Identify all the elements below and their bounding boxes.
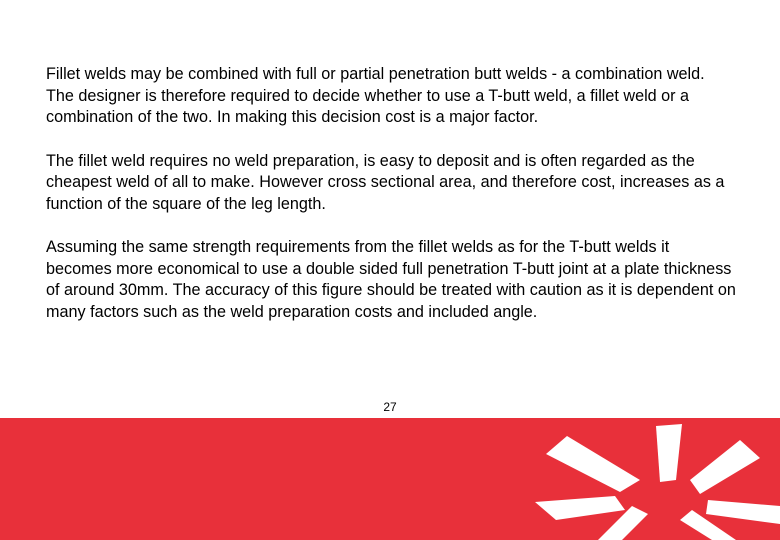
paragraph-t-butt-economics: Assuming the same strength requirements from the fillet welds as for the T-butt welds it becomes more economical to use a double sided full penetration T-butt joint at a plate thickness of around 30mm. The accuracy of this figure should be treated with caution as it is dependent on many factors such as the weld preparation costs and included angle.: [46, 238, 736, 321]
page-number: 27: [383, 400, 397, 414]
footer-band: [0, 418, 780, 540]
paragraph-combination-weld: Fillet welds may be combined with full or partial penetration butt welds - a combination weld. The designer is therefore required to decide whether to use a T-butt weld, a fillet weld or a combination of the two. In making this decision cost is a major factor.: [46, 65, 705, 126]
paragraph-fillet-weld-cost: The fillet weld requires no weld preparation, is easy to deposit and is often regarded as the cheapest weld of all to make. However cross sectional area, and therefore cost, increases as a function of the square of the leg length.: [46, 151, 725, 213]
footer-band-graphic: [0, 418, 780, 540]
slide-body: [46, 64, 736, 345]
